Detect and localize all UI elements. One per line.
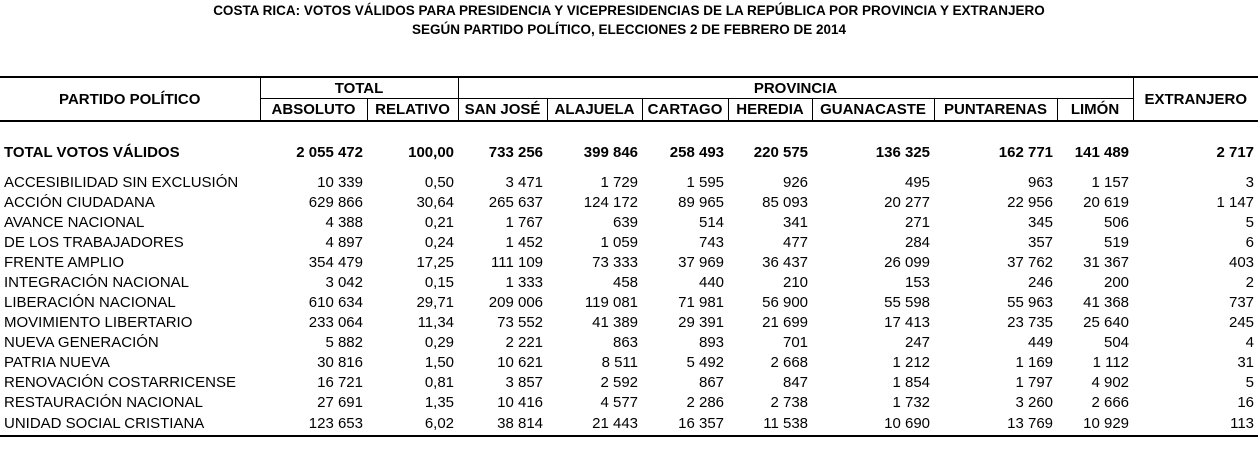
- table-cell: 2 668: [770, 354, 809, 371]
- table-cell: 1 797: [1015, 374, 1054, 391]
- table-cell: 1,50: [424, 354, 455, 371]
- table-cell: 17,25: [416, 254, 455, 271]
- party-name: RENOVACIÓN COSTARRICENSE: [4, 374, 236, 391]
- table-cell: 5 882: [325, 334, 363, 351]
- table-cell: 20 277: [884, 194, 931, 211]
- table-cell: 2 592: [600, 374, 639, 391]
- party-name: MOVIMIENTO LIBERTARIO: [4, 314, 193, 331]
- table-cell: 209 006: [488, 294, 544, 311]
- table-cell: 458: [612, 274, 639, 291]
- table-cell: 639: [612, 214, 639, 231]
- total-row-label: TOTAL VOTOS VÁLIDOS: [4, 143, 180, 161]
- table-cell: 4 902: [1091, 374, 1130, 391]
- table-cell: 449: [1027, 334, 1054, 351]
- table-cell: 6: [1245, 234, 1255, 251]
- table-cell: 506: [1103, 214, 1130, 231]
- table-cell: 73 552: [497, 314, 544, 331]
- table-cell: 1 732: [892, 394, 931, 411]
- table-cell: 440: [698, 274, 725, 291]
- table-cell: 8 511: [601, 354, 639, 371]
- table-row: [0, 393, 1258, 413]
- table-cell: 5 492: [686, 354, 725, 371]
- table-row: [0, 253, 1258, 273]
- table-cell: 55 963: [1007, 294, 1054, 311]
- table-cell: 210: [782, 274, 809, 291]
- table-cell: 403: [1228, 254, 1255, 271]
- table-cell: 271: [904, 214, 931, 231]
- table-cell: 123 653: [260, 413, 367, 436]
- table-cell: 31 367: [1083, 254, 1130, 271]
- table-cell: 247: [904, 334, 931, 351]
- table-cell: 29 391: [678, 314, 725, 331]
- table-cell: 124 172: [583, 194, 639, 211]
- table-cell: 4 897: [325, 234, 363, 251]
- table-cell: 863: [612, 334, 639, 351]
- table-cell: 3: [1245, 174, 1255, 191]
- table-cell: 2 055 472: [296, 143, 363, 161]
- table-cell: 21 443: [547, 413, 642, 436]
- table-cell: 4 577: [600, 394, 639, 411]
- table-cell: 111 109: [491, 254, 544, 271]
- table-cell: 1 112: [1092, 354, 1130, 371]
- total-row: [0, 142, 1258, 163]
- header-guanacaste: GUANACASTE: [812, 99, 934, 122]
- table-cell: 1 854: [892, 374, 931, 391]
- table-row: [0, 333, 1258, 353]
- table-cell: 1 059: [600, 234, 639, 251]
- table-row: [0, 233, 1258, 253]
- party-name: RESTAURACIÓN NACIONAL: [4, 394, 203, 411]
- table-cell: 1,35: [424, 394, 455, 411]
- table-cell: 11 538: [728, 413, 812, 436]
- table-body: [0, 121, 1258, 436]
- table-cell: 265 637: [488, 194, 544, 211]
- table-cell: 963: [1027, 174, 1054, 191]
- table-row: [0, 353, 1258, 373]
- party-name: ACCESIBILIDAD SIN EXCLUSIÓN: [4, 174, 239, 191]
- party-name: ACCIÓN CIUDADANA: [4, 194, 155, 211]
- table-cell: 1 333: [505, 274, 544, 291]
- table-row: [0, 293, 1258, 313]
- table-cell: 629 866: [308, 194, 363, 211]
- party-name: PATRIA NUEVA: [4, 354, 110, 371]
- table-cell: 743: [698, 234, 725, 251]
- table-cell: 220 575: [753, 143, 809, 161]
- table-cell: 36 437: [762, 254, 809, 271]
- table-row: [0, 273, 1258, 293]
- table-cell: 30,64: [416, 194, 455, 211]
- table-cell: 893: [698, 334, 725, 351]
- table-cell: 0,29: [424, 334, 455, 351]
- table-cell: 3 042: [325, 274, 363, 291]
- table-cell: 341: [782, 214, 809, 231]
- table-cell: 245: [1228, 314, 1255, 331]
- table-cell: 13 769: [934, 413, 1057, 436]
- table-cell: 6,02: [367, 413, 458, 436]
- table-cell: 504: [1103, 334, 1130, 351]
- table-cell: 519: [1103, 234, 1130, 251]
- table-cell: 345: [1027, 214, 1054, 231]
- table-cell: 71 981: [678, 294, 725, 311]
- table-cell: 38 814: [458, 413, 547, 436]
- header-extranjero: EXTRANJERO: [1133, 77, 1258, 121]
- table-cell: 200: [1103, 274, 1130, 291]
- table-cell: 5: [1245, 214, 1255, 231]
- table-cell: 1 212: [892, 354, 931, 371]
- table-cell: 17 413: [884, 314, 931, 331]
- table-cell: 495: [904, 174, 931, 191]
- table-cell: 2 717: [1216, 143, 1255, 161]
- table-cell: 23 735: [1007, 314, 1054, 331]
- party-name: AVANCE NACIONAL: [4, 214, 145, 231]
- table-cell: 21 699: [762, 314, 809, 331]
- party-name: NUEVA GENERACIÓN: [4, 334, 159, 351]
- table-cell: 10 339: [317, 174, 363, 191]
- party-name: INTEGRACIÓN NACIONAL: [4, 274, 190, 291]
- header-alajuela: ALAJUELA: [547, 99, 642, 122]
- party-name: LIBERACIÓN NACIONAL: [4, 294, 176, 311]
- table-cell: 0,50: [424, 174, 455, 191]
- table-cell: 29,71: [416, 294, 455, 311]
- table-cell: 10 929: [1057, 413, 1133, 436]
- header-puntarenas: PUNTARENAS: [934, 99, 1057, 122]
- table-cell: 701: [782, 334, 809, 351]
- table-cell: 73 333: [592, 254, 639, 271]
- table-cell: 477: [782, 234, 809, 251]
- table-title-line-2: SEGÚN PARTIDO POLÍTICO, ELECCIONES 2 DE FEBRERO DE 2014: [411, 22, 847, 37]
- header-san-jose: SAN JOSÉ: [458, 99, 547, 122]
- table-cell: 1 157: [1091, 174, 1130, 191]
- table-cell: 25 640: [1083, 314, 1130, 331]
- table-row: [0, 413, 1258, 436]
- table-cell: 56 900: [762, 294, 809, 311]
- table-cell: 41 368: [1083, 294, 1130, 311]
- table-cell: 153: [904, 274, 931, 291]
- table-cell: 2: [1245, 274, 1255, 291]
- table-cell: 733 256: [488, 143, 544, 161]
- table-cell: 357: [1027, 234, 1054, 251]
- header-limon: LIMÓN: [1057, 99, 1133, 122]
- header-total: TOTAL: [260, 77, 458, 99]
- header-cartago: CARTAGO: [642, 99, 728, 122]
- table-cell: 354 479: [308, 254, 363, 271]
- party-name: UNIDAD SOCIAL CRISTIANA: [0, 413, 260, 436]
- table-cell: 926: [782, 174, 809, 191]
- table-cell: 27 691: [317, 394, 363, 411]
- table-cell: 89 965: [678, 194, 725, 211]
- table-cell: 1 452: [505, 234, 544, 251]
- table-cell: 1 729: [600, 174, 639, 191]
- table-cell: 1 147: [1216, 194, 1255, 211]
- table-cell: 2 221: [505, 334, 544, 351]
- table-cell: 1 595: [686, 174, 725, 191]
- table-cell: 31: [1237, 354, 1255, 371]
- table-cell: 3 471: [505, 174, 544, 191]
- table-cell: 16 357: [642, 413, 728, 436]
- header-provincia: PROVINCIA: [458, 77, 1133, 99]
- table-cell: 0,24: [424, 234, 455, 251]
- table-cell: 85 093: [762, 194, 809, 211]
- table-cell: 4: [1245, 334, 1255, 351]
- table-cell: 20 619: [1083, 194, 1130, 211]
- party-name: DE LOS TRABAJADORES: [4, 234, 184, 251]
- table-cell: 162 771: [998, 143, 1054, 161]
- table-cell: 3 260: [1015, 394, 1054, 411]
- table-cell: 10 621: [497, 354, 544, 371]
- table-cell: 100,00: [408, 143, 455, 161]
- table-cell: 258 493: [669, 143, 725, 161]
- table-cell: 1 169: [1015, 354, 1054, 371]
- header-heredia: HEREDIA: [728, 99, 812, 122]
- table-cell: 11,34: [417, 314, 455, 331]
- header-absoluto: ABSOLUTO: [260, 99, 367, 122]
- table-cell: 610 634: [308, 294, 363, 311]
- table-cell: 4 388: [325, 214, 363, 231]
- table-cell: 0,15: [424, 274, 455, 291]
- table-cell: 1 767: [505, 214, 544, 231]
- header-party: PARTIDO POLÍTICO: [0, 77, 260, 121]
- table-cell: 136 325: [875, 143, 931, 161]
- table-row: [0, 193, 1258, 213]
- table-row: [0, 173, 1258, 193]
- table-row: [0, 313, 1258, 333]
- table-cell: 0,21: [424, 214, 455, 231]
- table-cell: 867: [698, 374, 725, 391]
- table-cell: 737: [1228, 294, 1255, 311]
- table-cell: 37 969: [678, 254, 725, 271]
- table-cell: 233 064: [308, 314, 363, 331]
- table-cell: 246: [1027, 274, 1054, 291]
- table-cell: 16 721: [317, 374, 363, 391]
- table-cell: 0,81: [424, 374, 455, 391]
- votes-table: [0, 76, 1258, 437]
- table-cell: 119 081: [584, 294, 639, 311]
- table-cell: 113: [1133, 413, 1258, 436]
- table-cell: 2 286: [686, 394, 725, 411]
- table-cell: 55 598: [884, 294, 931, 311]
- table-cell: 16: [1237, 394, 1255, 411]
- table-cell: 141 489: [1074, 143, 1130, 161]
- table-cell: 22 956: [1007, 194, 1054, 211]
- table-cell: 847: [782, 374, 809, 391]
- table-cell: 5: [1245, 374, 1255, 391]
- table-cell: 514: [698, 214, 725, 231]
- table-row: [0, 373, 1258, 393]
- table-cell: 10 416: [497, 394, 544, 411]
- table-cell: 37 762: [1007, 254, 1054, 271]
- table-cell: 2 738: [770, 394, 809, 411]
- table-cell: 2 666: [1091, 394, 1130, 411]
- header-relativo: RELATIVO: [367, 99, 458, 122]
- table-cell: 30 816: [317, 354, 363, 371]
- table-title-line-1: COSTA RICA: VOTOS VÁLIDOS PARA PRESIDENCIA Y VICEPRESIDENCIAS DE LA REPÚBLICA POR PROVINCIA Y EXTRANJERO: [213, 3, 1045, 18]
- table-row: [0, 213, 1258, 233]
- table-cell: 41 389: [592, 314, 639, 331]
- party-name: FRENTE AMPLIO: [4, 254, 125, 271]
- table-cell: 10 690: [812, 413, 934, 436]
- table-cell: 399 846: [583, 143, 639, 161]
- table-cell: 284: [904, 234, 931, 251]
- table-cell: 3 857: [505, 374, 544, 391]
- table-cell: 26 099: [884, 254, 931, 271]
